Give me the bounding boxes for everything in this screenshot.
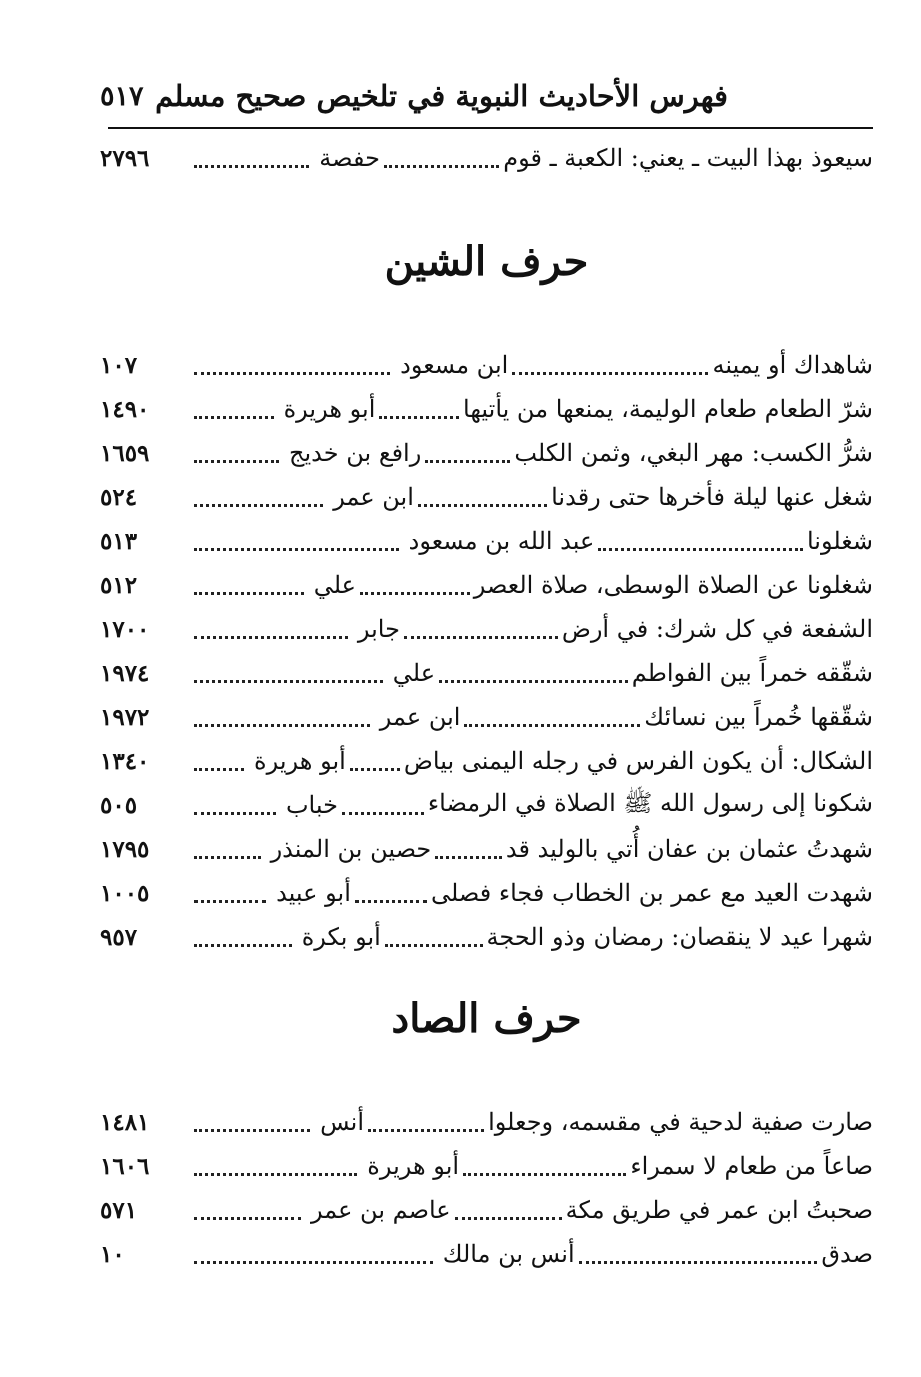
dot-leader: [194, 436, 279, 463]
hadith-text: شغلونا: [806, 527, 873, 555]
index-entry: [100, 1190, 873, 1230]
hadith-number: ١٧٩٥: [99, 835, 150, 863]
dot-leader: [355, 876, 427, 903]
dot-leader: [194, 141, 309, 168]
dot-leader: [342, 788, 424, 815]
hadith-number: ١٩٧٤: [100, 659, 150, 687]
hadith-number: ٩٥٧: [100, 923, 138, 951]
dot-leader: [404, 612, 558, 639]
hadith-number: ١٦٠٦: [100, 1152, 150, 1180]
narrator: حفصة: [319, 144, 380, 172]
dot-leader: [194, 568, 304, 595]
hadith-number: ٥١٢: [99, 571, 138, 599]
hadith-text: شهدتُ عثمان بن عفان أُتي بالوليد قد: [505, 835, 873, 863]
narrator: رافع بن خديج: [289, 439, 422, 467]
hadith-text: الشفعة في كل شرك: في أرض: [561, 615, 873, 643]
hadith-text: الشكال: أن يكون الفرس في رجله اليمنى بياض: [403, 747, 873, 775]
section-heading: حرف الشين: [384, 238, 589, 285]
index-entry: [100, 829, 873, 869]
dot-leader: [194, 788, 276, 815]
dot-leader: [439, 656, 628, 683]
dot-leader: [194, 1193, 301, 1220]
hadith-number: ١٠٧: [99, 351, 138, 379]
dot-leader: [194, 1237, 433, 1264]
hadith-number: ٢٧٩٦: [99, 144, 150, 172]
section-heading: حرف الصاد: [391, 995, 582, 1042]
dot-leader: [194, 1105, 310, 1132]
narrator: ابن مسعود: [400, 351, 509, 379]
narrator: أبو هريرة: [367, 1152, 460, 1180]
narrator: ابن عمر: [379, 703, 461, 731]
hadith-number: ١٠: [100, 1240, 125, 1268]
hadith-text: شغلونا عن الصلاة الوسطى، صلاة العصر: [473, 571, 873, 599]
hadith-text: شقّقه خمراً بين الفواطم: [631, 659, 873, 687]
narrator: جابر: [357, 615, 400, 643]
dot-leader: [435, 832, 502, 859]
dot-leader: [350, 744, 400, 771]
dot-leader: [194, 876, 266, 903]
page-number: ٥١٧: [100, 80, 144, 112]
dot-leader: [194, 480, 323, 507]
dot-leader: [463, 1149, 626, 1176]
dot-leader: [379, 392, 459, 419]
hadith-text: شهدت العيد مع عمر بن الخطاب فجاء فصلى: [430, 879, 873, 907]
hadith-number: ١٠٠٥: [99, 879, 150, 907]
index-entry: [100, 741, 873, 781]
hadith-text: شقّقها خُمراً بين نسائك: [644, 703, 873, 731]
hadith-text: شكونا إلى رسول الله ﷺ الصلاة في الرمضاء: [427, 788, 873, 817]
page-title: فهرس الأحاديث النبوية في تلخيص صحيح مسلم: [155, 79, 728, 113]
dot-leader: [194, 348, 390, 375]
dot-leader: [194, 744, 244, 771]
narrator: علي: [392, 659, 436, 687]
header-rule: [108, 127, 873, 129]
index-entry: [100, 785, 873, 825]
hadith-text: صاعاً من طعام لا سمراء: [630, 1152, 873, 1180]
dot-leader: [464, 700, 640, 727]
index-entry: [100, 433, 873, 473]
hadith-number: ١٦٥٩: [100, 439, 150, 467]
narrator: ابن عمر: [333, 483, 414, 511]
narrator: خباب: [285, 791, 338, 819]
index-entry: [100, 521, 873, 561]
hadith-text: شرّ الطعام طعام الوليمة، يمنعها من يأتيها: [463, 395, 873, 423]
index-entry: [100, 1102, 873, 1142]
index-entry: [100, 389, 873, 429]
dot-leader: [418, 480, 547, 507]
dot-leader: [512, 348, 708, 375]
index-entry: [100, 917, 873, 957]
dot-leader: [194, 832, 261, 859]
hadith-number: ١٤٨١: [100, 1108, 150, 1136]
index-entry: [100, 138, 873, 178]
narrator: عاصم بن عمر: [310, 1196, 451, 1224]
hadith-number: ١٩٧٢: [100, 703, 150, 731]
dot-leader: [384, 141, 499, 168]
hadith-number: ١٣٤٠: [99, 747, 150, 775]
index-entry: [100, 653, 873, 693]
index-entry: [100, 873, 873, 913]
narrator: عبد الله بن مسعود: [408, 527, 595, 555]
page-header: [100, 70, 873, 122]
dot-leader: [368, 1105, 484, 1132]
index-entry: [100, 697, 873, 737]
narrator: أبو بكرة: [301, 923, 381, 951]
narrator: أنس بن مالك: [442, 1240, 575, 1268]
hadith-text: شرُّ الكسب: مهر البغي، وثمن الكلب: [514, 439, 873, 467]
index-entry: [100, 1146, 873, 1186]
hadith-text: شاهداك أو يمينه: [712, 351, 873, 379]
hadith-number: ٥٢٤: [99, 483, 138, 511]
hadith-text: صدق: [821, 1240, 873, 1268]
index-entry: [100, 609, 873, 649]
hadith-text: صارت صفية لدحية في مقسمه، وجعلوا: [488, 1108, 873, 1136]
dot-leader: [385, 920, 483, 947]
hadith-text: صحبتُ ابن عمر في طريق مكة: [565, 1196, 873, 1224]
dot-leader: [194, 392, 274, 419]
index-entry: [100, 1234, 873, 1274]
dot-leader: [194, 920, 292, 947]
narrator: أبو هريرة: [283, 395, 376, 423]
hadith-text: سيعوذ بهذا البيت ـ يعني: الكعبة ـ قوم: [503, 144, 873, 172]
hadith-number: ١٧٠٠: [100, 615, 150, 643]
hadith-number: ٥١٣: [100, 527, 138, 555]
narrator: علي: [313, 571, 356, 599]
index-entry: [100, 477, 873, 517]
dot-leader: [455, 1193, 562, 1220]
dot-leader: [194, 524, 399, 551]
dot-leader: [194, 656, 383, 683]
hadith-number: ٥٠٥: [99, 791, 138, 819]
hadith-text: شهرا عيد لا ينقصان: رمضان وذو الحجة: [486, 923, 873, 951]
dot-leader: [598, 524, 803, 551]
dot-leader: [360, 568, 470, 595]
index-entry: [100, 565, 873, 605]
hadith-text: شغل عنها ليلة فأخرها حتى رقدنا: [551, 483, 873, 511]
dot-leader: [425, 436, 510, 463]
narrator: حصين بن المنذر: [270, 835, 432, 863]
dot-leader: [579, 1237, 818, 1264]
narrator: أنس: [320, 1108, 365, 1136]
dot-leader: [194, 700, 370, 727]
hadith-number: ٥٧١: [99, 1196, 138, 1224]
hadith-number: ١٤٩٠: [99, 395, 150, 423]
narrator: أبو عبيد: [276, 879, 351, 907]
index-entry: [100, 345, 873, 385]
dot-leader: [194, 1149, 357, 1176]
narrator: أبو هريرة: [254, 747, 346, 775]
dot-leader: [194, 612, 348, 639]
